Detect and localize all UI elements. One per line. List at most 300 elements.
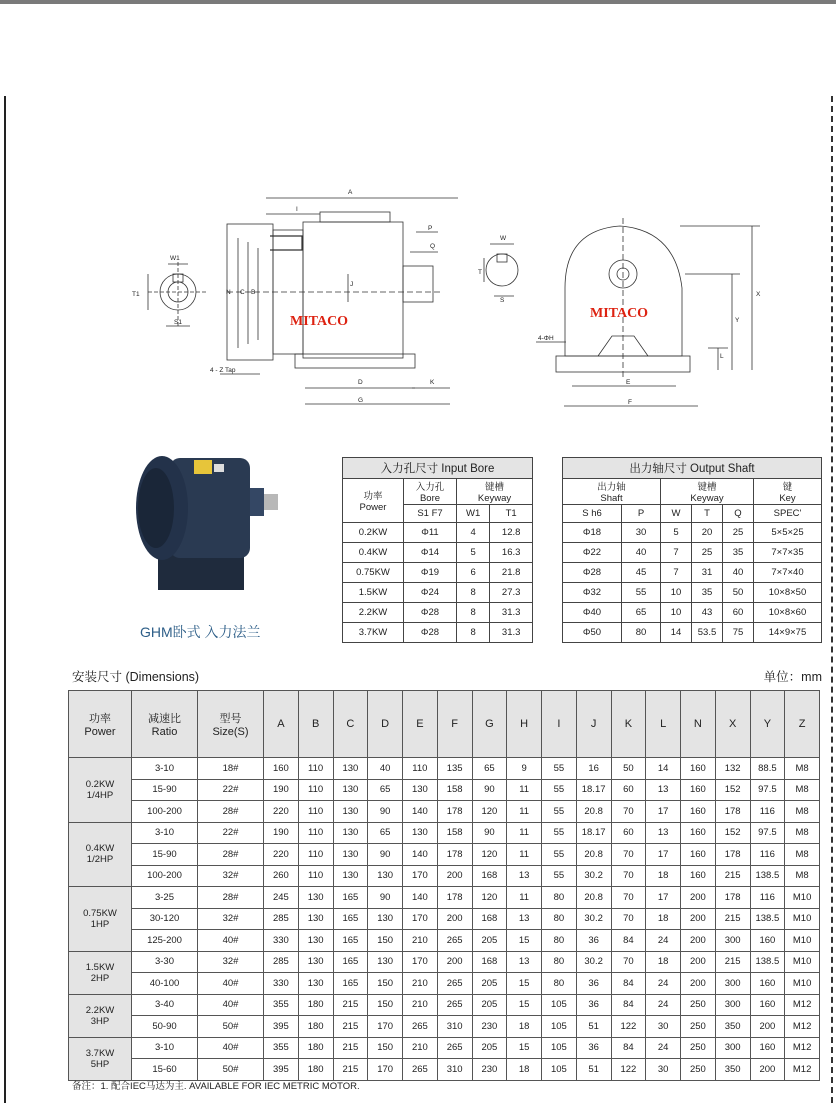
- table-cell: 265: [437, 930, 472, 952]
- table-cell: Φ22: [563, 543, 622, 563]
- table-cell: 330: [264, 973, 299, 995]
- table-cell: 13: [507, 865, 542, 887]
- table-cell: 250: [681, 994, 716, 1016]
- table-row: [69, 1037, 820, 1059]
- label-Z: 4 - Z Tap: [210, 367, 236, 374]
- column-header: C: [333, 691, 368, 758]
- table-cell: 215: [333, 1059, 368, 1081]
- product-caption: GHM卧式 入力法兰: [140, 624, 261, 640]
- table-cell: 60: [611, 822, 646, 844]
- table-cell: 152: [715, 779, 750, 801]
- column-header: L: [646, 691, 681, 758]
- table-cell: 2.2KW: [343, 603, 404, 623]
- table-cell: 30: [622, 523, 661, 543]
- table-cell: 31.3: [490, 623, 533, 643]
- table-cell: 220: [264, 844, 299, 866]
- table-cell: 3-30: [132, 951, 198, 973]
- label-Q: Q: [430, 243, 436, 250]
- table-cell: 300: [715, 973, 750, 995]
- table-cell: 14×9×75: [754, 623, 822, 643]
- table-cell: 165: [333, 887, 368, 909]
- table-cell: 90: [368, 801, 403, 823]
- table-cell: 51: [576, 1059, 611, 1081]
- output-shaft-title: 出力轴尺寸 Output Shaft: [563, 458, 822, 479]
- table-cell: 200: [681, 973, 716, 995]
- table-cell: 35: [692, 583, 723, 603]
- table-cell: 170: [403, 951, 438, 973]
- table-cell: 13: [646, 822, 681, 844]
- input-bore-title: 入力孔尺寸 Input Bore: [343, 458, 533, 479]
- table-cell: 210: [403, 994, 438, 1016]
- table-cell: 84: [611, 973, 646, 995]
- table-cell: 18: [646, 865, 681, 887]
- table-cell: 395: [264, 1059, 299, 1081]
- table-cell: 355: [264, 994, 299, 1016]
- table-cell: 90: [368, 844, 403, 866]
- table-cell: 5: [457, 543, 490, 563]
- table-cell: 160: [681, 779, 716, 801]
- table-cell: 165: [333, 951, 368, 973]
- table-cell: 22#: [198, 822, 264, 844]
- table-cell: 40#: [198, 930, 264, 952]
- table-cell: 18: [646, 908, 681, 930]
- table-row: [69, 908, 820, 930]
- table-cell: 3-10: [132, 758, 198, 780]
- table-cell: 138.5: [750, 908, 785, 930]
- dimensions-table: [68, 690, 820, 1081]
- column-header: H: [507, 691, 542, 758]
- table-cell: 180: [298, 1037, 333, 1059]
- table-cell: 120: [472, 887, 507, 909]
- table-cell: Φ28: [563, 563, 622, 583]
- sub-spec: SPEC': [754, 505, 822, 523]
- table-cell: 110: [403, 758, 438, 780]
- output-shaft-table: [562, 457, 822, 643]
- table-cell: 16.3: [490, 543, 533, 563]
- table-cell: 31: [692, 563, 723, 583]
- table-cell: 40#: [198, 1037, 264, 1059]
- table-cell: M12: [785, 1016, 820, 1038]
- table-cell: 330: [264, 930, 299, 952]
- table-cell: 3-25: [132, 887, 198, 909]
- table-cell: 205: [472, 930, 507, 952]
- table-cell: 5×5×25: [754, 523, 822, 543]
- table-cell: 355: [264, 1037, 299, 1059]
- table-cell: 160: [750, 1037, 785, 1059]
- table-cell: 51: [576, 1016, 611, 1038]
- table-cell: 80: [542, 908, 577, 930]
- table-cell: 310: [437, 1059, 472, 1081]
- table-cell: Φ24: [404, 583, 457, 603]
- table-cell: 27.3: [490, 583, 533, 603]
- table-cell: 170: [403, 908, 438, 930]
- table-row: [343, 523, 533, 543]
- power-group-cell: 1.5KW 2HP: [69, 951, 132, 994]
- table-cell: 215: [333, 1037, 368, 1059]
- label-T1: T1: [132, 291, 140, 298]
- table-cell: 70: [611, 951, 646, 973]
- table-cell: 40: [723, 563, 754, 583]
- table-cell: 245: [264, 887, 299, 909]
- table-cell: 70: [611, 801, 646, 823]
- table-cell: 3-10: [132, 822, 198, 844]
- table-cell: 55: [542, 779, 577, 801]
- table-cell: Φ40: [563, 603, 622, 623]
- label-B: B: [251, 289, 256, 296]
- table-cell: 18: [646, 951, 681, 973]
- table-cell: 200: [681, 908, 716, 930]
- table-row: [563, 523, 822, 543]
- table-cell: 1.5KW: [343, 583, 404, 603]
- table-cell: 120: [472, 844, 507, 866]
- table-cell: 8: [457, 623, 490, 643]
- table-cell: 17: [646, 887, 681, 909]
- column-header: G: [472, 691, 507, 758]
- table-cell: 50#: [198, 1059, 264, 1081]
- table-cell: 110: [298, 844, 333, 866]
- table-cell: 55: [542, 865, 577, 887]
- table-cell: 285: [264, 951, 299, 973]
- table-cell: 265: [403, 1016, 438, 1038]
- table-cell: 13: [646, 779, 681, 801]
- table-cell: 50-90: [132, 1016, 198, 1038]
- table-cell: 28#: [198, 844, 264, 866]
- column-header: J: [576, 691, 611, 758]
- table-cell: 53.5: [692, 623, 723, 643]
- table-cell: 130: [368, 951, 403, 973]
- table-cell: 135: [437, 758, 472, 780]
- table-cell: 10: [661, 583, 692, 603]
- label-P: P: [428, 225, 433, 232]
- table-cell: 160: [750, 973, 785, 995]
- table-cell: 84: [611, 1037, 646, 1059]
- sub-s1: S1 F7: [404, 505, 457, 523]
- table-cell: 300: [715, 930, 750, 952]
- label-S1: S1: [174, 319, 182, 326]
- table-cell: 31.3: [490, 603, 533, 623]
- table-cell: 80: [622, 623, 661, 643]
- table-cell: 40-100: [132, 973, 198, 995]
- table-cell: 210: [403, 930, 438, 952]
- table-cell: 15-60: [132, 1059, 198, 1081]
- table-cell: 90: [368, 887, 403, 909]
- table-cell: 300: [715, 994, 750, 1016]
- table-cell: 7×7×40: [754, 563, 822, 583]
- table-cell: 105: [542, 1016, 577, 1038]
- table-cell: 200: [437, 951, 472, 973]
- table-cell: 70: [611, 908, 646, 930]
- table-cell: 265: [403, 1059, 438, 1081]
- table-cell: 130: [298, 973, 333, 995]
- table-cell: 15: [507, 994, 542, 1016]
- table-cell: 14: [661, 623, 692, 643]
- table-cell: 3.7KW: [343, 623, 404, 643]
- table-cell: 110: [298, 779, 333, 801]
- table-row: [69, 887, 820, 909]
- table-cell: 4: [457, 523, 490, 543]
- footnote: 备注：1. 配合IEC马达为主. AVAILABLE FOR IEC METRIC MOTOR.: [72, 1081, 360, 1092]
- table-cell: 3-10: [132, 1037, 198, 1059]
- column-header: B: [298, 691, 333, 758]
- column-header: 功率 Power: [69, 691, 132, 758]
- table-cell: 210: [403, 973, 438, 995]
- table-cell: 22#: [198, 779, 264, 801]
- table-cell: 17: [646, 844, 681, 866]
- table-row: [343, 583, 533, 603]
- table-cell: 130: [333, 865, 368, 887]
- table-cell: 60: [611, 779, 646, 801]
- table-cell: 130: [333, 822, 368, 844]
- table-cell: 285: [264, 908, 299, 930]
- table-cell: 8: [457, 583, 490, 603]
- table-row: [69, 930, 820, 952]
- table-cell: 100-200: [132, 801, 198, 823]
- table-cell: 200: [681, 951, 716, 973]
- table-cell: 8: [457, 603, 490, 623]
- table-cell: 11: [507, 822, 542, 844]
- table-cell: 7: [661, 543, 692, 563]
- table-cell: 150: [368, 973, 403, 995]
- table-cell: Φ19: [404, 563, 457, 583]
- table-cell: 160: [681, 801, 716, 823]
- table-cell: 3-40: [132, 994, 198, 1016]
- table-cell: M10: [785, 930, 820, 952]
- table-cell: 130: [333, 758, 368, 780]
- sub-w1: W1: [457, 505, 490, 523]
- label-H: 4-ΦH: [538, 335, 554, 342]
- table-cell: 160: [264, 758, 299, 780]
- unit-label: 单位：mm: [763, 670, 822, 684]
- table-cell: 97.5: [750, 822, 785, 844]
- table-cell: 97.5: [750, 779, 785, 801]
- col-shaft: 出力轴 Shaft: [563, 479, 661, 505]
- table-cell: 80: [542, 951, 577, 973]
- table-cell: 165: [333, 973, 368, 995]
- table-cell: 30: [646, 1059, 681, 1081]
- table-row: [563, 583, 822, 603]
- table-cell: 205: [472, 973, 507, 995]
- table-cell: 24: [646, 930, 681, 952]
- table-cell: 215: [333, 1016, 368, 1038]
- table-cell: 130: [333, 779, 368, 801]
- table-cell: 168: [472, 908, 507, 930]
- table-cell: 40: [622, 543, 661, 563]
- table-cell: 110: [298, 801, 333, 823]
- table-cell: 18.17: [576, 779, 611, 801]
- table-cell: 0.4KW: [343, 543, 404, 563]
- table-cell: 17: [646, 801, 681, 823]
- table-row: [563, 543, 822, 563]
- table-cell: 140: [403, 844, 438, 866]
- column-header: N: [681, 691, 716, 758]
- right-dashed-line: [831, 96, 833, 1103]
- table-cell: 24: [646, 994, 681, 1016]
- table-cell: 215: [333, 994, 368, 1016]
- table-cell: 30.2: [576, 908, 611, 930]
- power-group-cell: 0.4KW 1/2HP: [69, 822, 132, 887]
- table-cell: 10×8×60: [754, 603, 822, 623]
- column-header: K: [611, 691, 646, 758]
- table-cell: 200: [437, 865, 472, 887]
- table-cell: 110: [298, 822, 333, 844]
- table-cell: 65: [368, 822, 403, 844]
- label-Y: Y: [735, 317, 740, 324]
- table-cell: M10: [785, 887, 820, 909]
- table-cell: 160: [750, 930, 785, 952]
- power-group-cell: 3.7KW 5HP: [69, 1037, 132, 1080]
- table-cell: 7: [661, 563, 692, 583]
- table-cell: 132: [715, 758, 750, 780]
- header-row: [69, 691, 820, 758]
- table-cell: 40#: [198, 973, 264, 995]
- table-cell: 180: [298, 1016, 333, 1038]
- table-cell: 110: [298, 758, 333, 780]
- table-cell: 205: [472, 1037, 507, 1059]
- table-cell: 55: [622, 583, 661, 603]
- table-cell: 130: [403, 779, 438, 801]
- table-cell: 160: [681, 844, 716, 866]
- table-cell: 14: [646, 758, 681, 780]
- label-C: C: [240, 289, 245, 296]
- power-group-cell: 2.2KW 3HP: [69, 994, 132, 1037]
- label-I: I: [296, 206, 298, 213]
- table-cell: 150: [368, 994, 403, 1016]
- table-row: [69, 951, 820, 973]
- left-border-line: [4, 96, 6, 1103]
- column-header: 型号 Size(S): [198, 691, 264, 758]
- table-cell: 70: [611, 887, 646, 909]
- top-bar: [0, 0, 836, 4]
- table-cell: 36: [576, 930, 611, 952]
- table-cell: 125-200: [132, 930, 198, 952]
- table-cell: 170: [368, 1016, 403, 1038]
- sub-w: W: [661, 505, 692, 523]
- table-cell: M8: [785, 844, 820, 866]
- table-cell: 150: [368, 930, 403, 952]
- table-cell: 130: [298, 908, 333, 930]
- table-row: [69, 779, 820, 801]
- table-cell: 9: [507, 758, 542, 780]
- table-cell: 152: [715, 822, 750, 844]
- column-header: D: [368, 691, 403, 758]
- table-cell: 215: [715, 865, 750, 887]
- table-cell: 30.2: [576, 951, 611, 973]
- table-cell: M8: [785, 865, 820, 887]
- table-cell: 15-90: [132, 844, 198, 866]
- table-row: [343, 603, 533, 623]
- column-header: I: [542, 691, 577, 758]
- table-cell: 11: [507, 887, 542, 909]
- table-cell: 110: [298, 865, 333, 887]
- table-cell: 90: [472, 779, 507, 801]
- table-cell: M12: [785, 994, 820, 1016]
- col-keyway: 键槽 Keyway: [457, 479, 533, 505]
- table-cell: 160: [681, 758, 716, 780]
- table-row: [563, 623, 822, 643]
- gear-motor-image: [130, 446, 280, 606]
- table-cell: 138.5: [750, 865, 785, 887]
- table-cell: 18: [507, 1016, 542, 1038]
- table-row: [69, 758, 820, 780]
- table-cell: M10: [785, 951, 820, 973]
- table-cell: 24: [646, 1037, 681, 1059]
- table-cell: 250: [681, 1016, 716, 1038]
- table-cell: 65: [472, 758, 507, 780]
- table-cell: 18: [507, 1059, 542, 1081]
- table-cell: 80: [542, 930, 577, 952]
- label-E: E: [626, 379, 631, 386]
- table-cell: M12: [785, 1059, 820, 1081]
- table-row: [69, 1016, 820, 1038]
- label-D: D: [358, 379, 363, 386]
- column-header: A: [264, 691, 299, 758]
- table-cell: 0.75KW: [343, 563, 404, 583]
- table-cell: 80: [542, 887, 577, 909]
- table-cell: 35: [723, 543, 754, 563]
- table-cell: 170: [403, 865, 438, 887]
- sub-t1: T1: [490, 505, 533, 523]
- table-cell: 7×7×35: [754, 543, 822, 563]
- table-row: [69, 844, 820, 866]
- table-cell: Φ50: [563, 623, 622, 643]
- table-cell: 116: [750, 801, 785, 823]
- label-T: T: [478, 269, 482, 276]
- table-cell: 116: [750, 887, 785, 909]
- table-cell: 230: [472, 1016, 507, 1038]
- table-cell: 36: [576, 973, 611, 995]
- table-cell: 350: [715, 1016, 750, 1038]
- table-cell: M8: [785, 822, 820, 844]
- column-header: X: [715, 691, 750, 758]
- table-cell: 170: [368, 1059, 403, 1081]
- table-cell: 20.8: [576, 887, 611, 909]
- table-cell: 88.5: [750, 758, 785, 780]
- table-cell: 24: [646, 973, 681, 995]
- brand-watermark-right: MITACO: [590, 306, 649, 321]
- table-cell: 50: [723, 583, 754, 603]
- sub-p: P: [622, 505, 661, 523]
- table-row: [69, 973, 820, 995]
- table-cell: 160: [681, 822, 716, 844]
- table-cell: 10×8×50: [754, 583, 822, 603]
- table-cell: Φ28: [404, 623, 457, 643]
- table-cell: M8: [785, 801, 820, 823]
- col-bore: 入力孔 Bore: [404, 479, 457, 505]
- table-cell: 200: [681, 887, 716, 909]
- table-cell: 215: [715, 908, 750, 930]
- label-N: N: [226, 289, 231, 296]
- table-cell: 25: [692, 543, 723, 563]
- table-cell: 130: [298, 887, 333, 909]
- table-cell: 50#: [198, 1016, 264, 1038]
- label-F: F: [628, 399, 632, 406]
- table-row: [343, 623, 533, 643]
- table-cell: 36: [576, 1037, 611, 1059]
- table-cell: 28#: [198, 887, 264, 909]
- table-cell: 13: [507, 908, 542, 930]
- table-cell: 90: [472, 822, 507, 844]
- input-bore-table: [342, 457, 533, 643]
- col-power: 功率 Power: [343, 479, 404, 523]
- table-cell: 165: [333, 930, 368, 952]
- table-cell: M8: [785, 779, 820, 801]
- table-cell: 30: [646, 1016, 681, 1038]
- table-cell: 10: [661, 603, 692, 623]
- table-row: [343, 543, 533, 563]
- table-row: [343, 563, 533, 583]
- label-L: L: [720, 353, 724, 360]
- table-cell: 178: [715, 887, 750, 909]
